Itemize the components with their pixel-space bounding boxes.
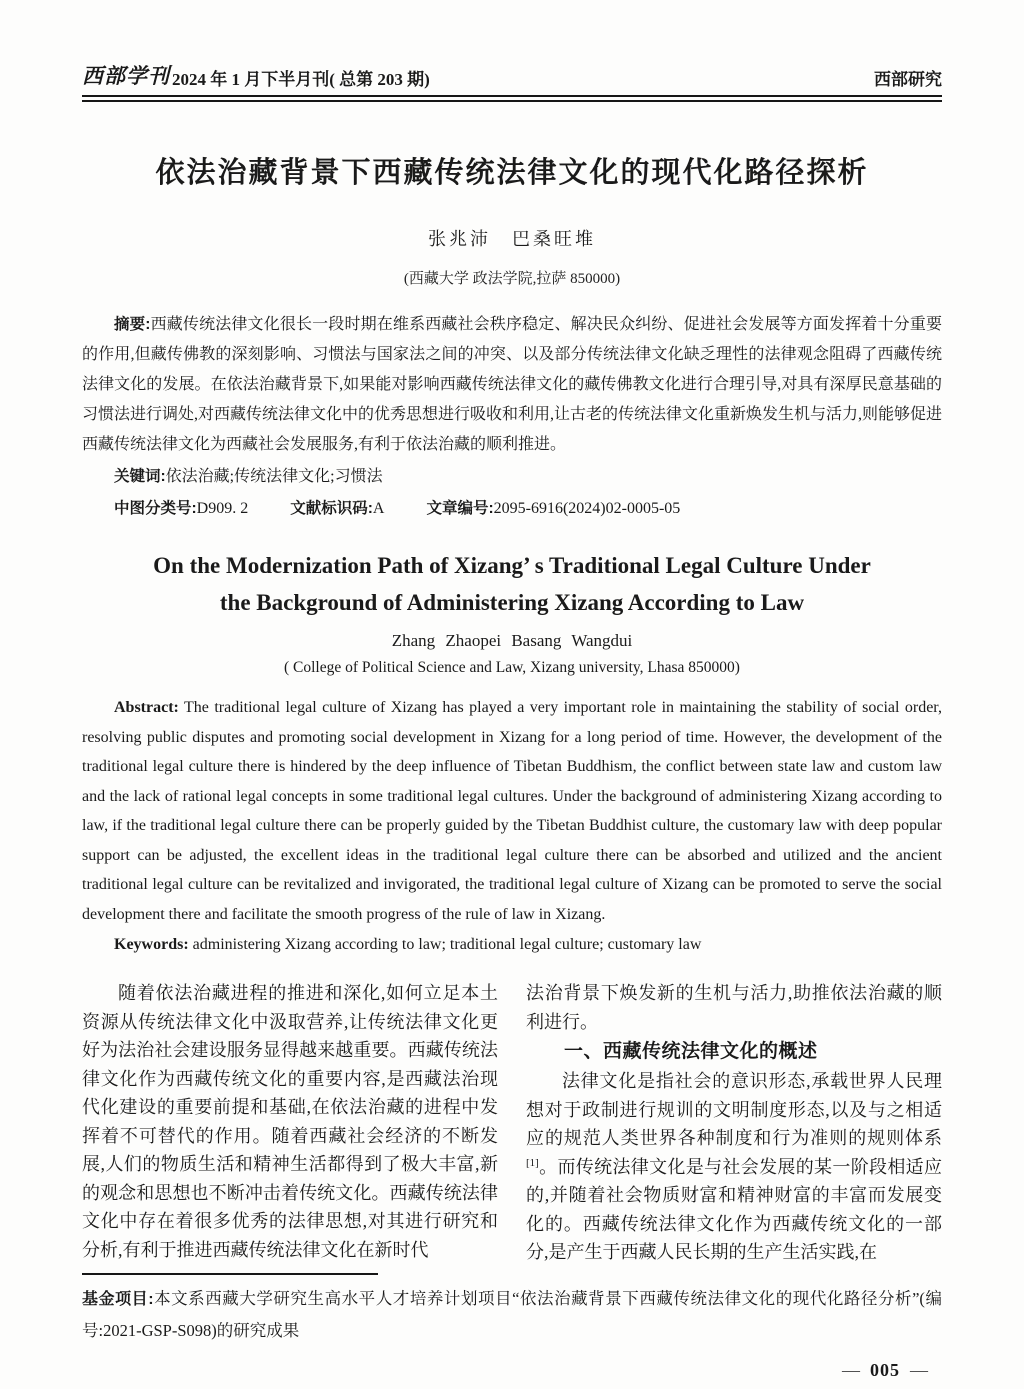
fund-project-note	[82, 1283, 942, 1346]
abstract-en-text: The traditional legal culture of Xizang has played a very important role in maintaining the stability of social order, resolving public disputes and promoting social development in Xizang for a long period of time. However, the development of the traditional legal culture there is hindered by the deep influence of Tibetan Buddhism, the conflict between state law and custom law and the lack of rational legal concepts in some traditional legal cultures. Under the background of administering Xizang according to law, if the traditional legal culture there can be properly guided by the Tibetan Buddhist culture, the customary law with deep popular support can be adjusted, the excellent ideas in the traditional legal culture there can be absorbed and utilized and the ancient traditional legal culture can be revitalized and invigorated, the traditional legal culture of Xizang can be promoted to serve the social development there and facilitate the smooth progress of the rule of law in Xizang.	[82, 699, 942, 923]
body-column-left	[82, 979, 498, 1267]
page-header	[82, 60, 942, 90]
body-paragraph-section1	[526, 1067, 942, 1267]
page-number-dash-right: —	[910, 1359, 928, 1380]
keywords-en-text: administering Xizang according to law; traditional legal culture; customary law	[188, 936, 702, 953]
classification-line	[82, 494, 942, 523]
section1-text-before-citation: 法律文化是指社会的意识形态,承载世界人民理想对于政制进行规训的文明制度形态,以及与之相适应的规范人类世界各种制度和行为准则的规则体系	[526, 1071, 942, 1148]
keywords-cn-text: 依法治藏;传统法律文化;习惯法	[165, 468, 383, 485]
keywords-en-label: Keywords:	[114, 936, 189, 953]
body-paragraph-intro-continued: 法治背景下焕发新的生机与活力,助推依法治藏的顺利进行。	[526, 983, 942, 1032]
authors-en: Zhang Zhaopei Basang Wangdui	[391, 631, 633, 650]
doc-code-label: 文献标识码:	[290, 500, 373, 517]
title-en-line2: the Background of Administering Xizang According to Law	[219, 590, 805, 615]
journal-section-label: 西部研究	[874, 70, 942, 89]
abstract-cn-label: 摘要:	[114, 316, 151, 333]
body-paragraph-intro: 随着依法治藏进程的推进和深化,如何立足本土资源从传统法律文化中汲取营养,让传统法律文化更好为法治社会建设服务显得越来越重要。西藏传统法律文化作为西藏传统文化的重要内容,是西藏法治现代化建设的重要前提和基础,在依法治藏的进程中发挥着不可替代的作用。随着西藏社会经济的不断发展,人们的物质生活和精神生活都得到了极大丰富,新的观念和思想也不断冲击着传统文化。西藏传统法律文化中存在着很多优秀的法律思想,对其进行研究和分析,有利于推进西藏传统法律文化在新时代	[82, 983, 498, 1260]
page-number-dash-left: —	[842, 1359, 860, 1380]
article-title-en	[82, 547, 942, 621]
title-en-line1: On the Modernization Path of Xizang’ s Traditional Legal Culture Under	[153, 553, 871, 578]
section1-heading: 一、西藏传统法律文化的概述	[564, 1041, 818, 1062]
abstract-en	[82, 693, 942, 929]
abstract-cn	[82, 310, 942, 460]
body-columns	[82, 979, 942, 1267]
article-id-value: 2095-6916(2024)02-0005-05	[493, 500, 681, 517]
article-title-cn: 依法治藏背景下西藏传统法律文化的现代化路径探析	[155, 157, 869, 189]
citation-marker-1: [1]	[526, 1156, 539, 1169]
affiliation-cn: (西藏大学 政法学院,拉萨 850000)	[403, 271, 621, 287]
journal-logo: 西部学刊	[82, 63, 170, 88]
article-id-label: 文章编号:	[426, 500, 494, 517]
footnote-area	[82, 1273, 942, 1346]
doc-code-value: A	[372, 500, 385, 517]
clc-value: D909. 2	[196, 500, 249, 517]
fund-project-text: 本文系西藏大学研究生高水平人才培养计划项目“依法治藏背景下西藏传统法律文化的现代化路径分析”(编号:2021-GSP-S098)的研究成果	[82, 1288, 942, 1340]
keywords-cn-label: 关键词:	[114, 468, 166, 485]
header-divider	[82, 95, 942, 102]
journal-issue-info: 2024 年 1 月下半月刊( 总第 203 期)	[172, 70, 430, 89]
page-number	[82, 1360, 942, 1381]
affiliation-en: ( College of Political Science and Law, Xizang university, Lhasa 850000)	[284, 659, 740, 676]
abstract-cn-text: 西藏传统法律文化很长一段时期在维系西藏社会秩序稳定、解决民众纠纷、促进社会发展等方面发挥着十分重要的作用,但藏传佛教的深刻影响、习惯法与国家法之间的冲突、以及部分传统法律文化缺乏理性的法律观念阻碍了西藏传统法律文化的发展。在依法治藏背景下,如果能对影响西藏传统法律文化的藏传佛教文化进行合理引导,对具有深厚民意基础的习惯法进行调处,对西藏传统法律文化中的优秀思想进行吸收和利用,让古老的传统法律文化重新焕发生机与活力,则能够促进西藏传统法律文化为西藏社会发展服务,有利于依法治藏的顺利推进。	[82, 316, 943, 453]
clc-label: 中图分类号:	[114, 500, 197, 517]
keywords-cn	[82, 462, 942, 491]
footnote-divider	[82, 1273, 378, 1275]
fund-project-label: 基金项目:	[82, 1290, 154, 1308]
authors-cn: 张兆沛 巴桑旺堆	[428, 229, 596, 249]
body-column-right	[526, 979, 942, 1267]
header-left	[82, 60, 430, 90]
section1-text-after-citation: 。而传统法律文化是与社会发展的某一阶段相适应的,并随着社会物质财富和精神财富的丰富而发展变化的。西藏传统法律文化作为西藏传统文化的一部分,是产生于西藏人民长期的生产生活实践,在	[526, 1156, 942, 1262]
keywords-en	[82, 930, 942, 959]
page-number-value: 005	[870, 1359, 900, 1380]
abstract-en-label: Abstract:	[114, 699, 179, 716]
